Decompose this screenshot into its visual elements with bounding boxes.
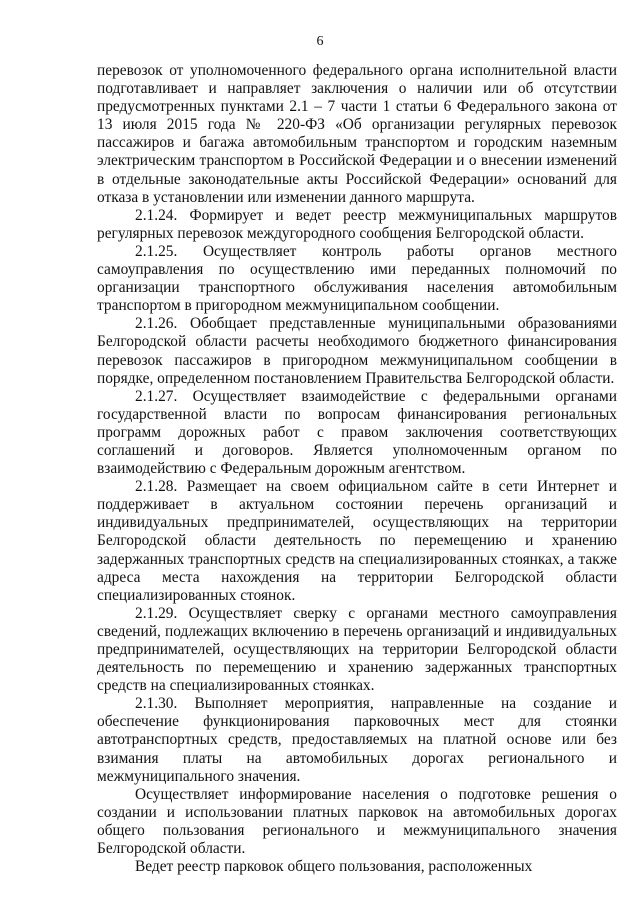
document-body: [97, 62, 617, 876]
paragraph-2-1-26: 2.1.26. Обобщает представленные муниципальными образованиями Белгородской области расчеты необходимого бюджетного финансирования перевозок пассажиров в пригородном межмуниципальном сообщении в порядке, определенном постановлением Правительства Белгородской области.: [97, 315, 617, 387]
paragraph-2-1-27: 2.1.27. Осуществляет взаимодействие с федеральными органами государственной власти по вопросам финансирования региональных программ дорожных работ с правом заключения соответствующих соглашений и договоров. Является уполномоченным органом по взаимодействию с Федеральным дорожным агентством.: [97, 387, 617, 478]
paragraph-continuation: перевозок от уполномоченного федерального органа исполнительной власти подготавливает и направляет заключения о наличии или об отсутствии предусмотренных пунктами 2.1 – 7 части 1 статьи 6 Федерального закона от 13 июля 2015 года № 220-ФЗ «Об организации регулярных перевозок пассажиров и багажа автомобильным транспортом и городским наземным электрическим транспортом в Российской Федерации и о внесении изменений в отдельные законодательные акты Российской Федерации» оснований для отказа в установлении или изменении данного маршрута.: [97, 62, 617, 206]
paragraph-2-1-30: 2.1.30. Выполняет мероприятия, направленные на создание и обеспечение функционирования парковочных мест для стоянки автотранспортных средств, предоставляемых на платной основе или без взимания платы на автомобильных дорогах регионального и межмуниципального значения.: [97, 695, 617, 785]
paragraph-informing: Осуществляет информирование населения о подготовке решения о создании и использовании платных парковок на автомобильных дорогах общего пользования регионального и межмуниципального значения Белгородской области.: [97, 785, 617, 858]
page-number: 6: [316, 34, 324, 49]
paragraph-2-1-28: 2.1.28. Размещает на своем официальном сайте в сети Интернет и поддерживает в актуальном состоянии перечень организаций и индивидуальных предпринимателей, осуществляющих на территории Белгородской области деятельность по перемещению и хранению задержанных транспортных средств на специализированных стоянках, а также адреса места нахождения на территории Белгородской области специализированных стоянок.: [97, 478, 617, 604]
paragraph-2-1-29: 2.1.29. Осуществляет сверку с органами местного самоуправления сведений, подлежащих включению в перечень организаций и индивидуальных предпринимателей, осуществляющих на территории Белгородской области деятельность по перемещению и хранению задержанных транспортных средств на специализированных стоянках.: [97, 604, 617, 695]
paragraph-2-1-25: 2.1.25. Осуществляет контроль работы органов местного самоуправления по осуществлению ими переданных полномочий по организации транспортного обслуживания населения автомобильным транспортом в пригородном межмуниципальном сообщении.: [97, 242, 617, 315]
paragraph-registry: Ведет реестр парковок общего пользования, расположенных: [135, 858, 533, 876]
paragraph-2-1-24: 2.1.24. Формирует и ведет реестр межмуниципальных маршрутов регулярных перевозок междугородного сообщения Белгородской области.: [97, 206, 617, 242]
